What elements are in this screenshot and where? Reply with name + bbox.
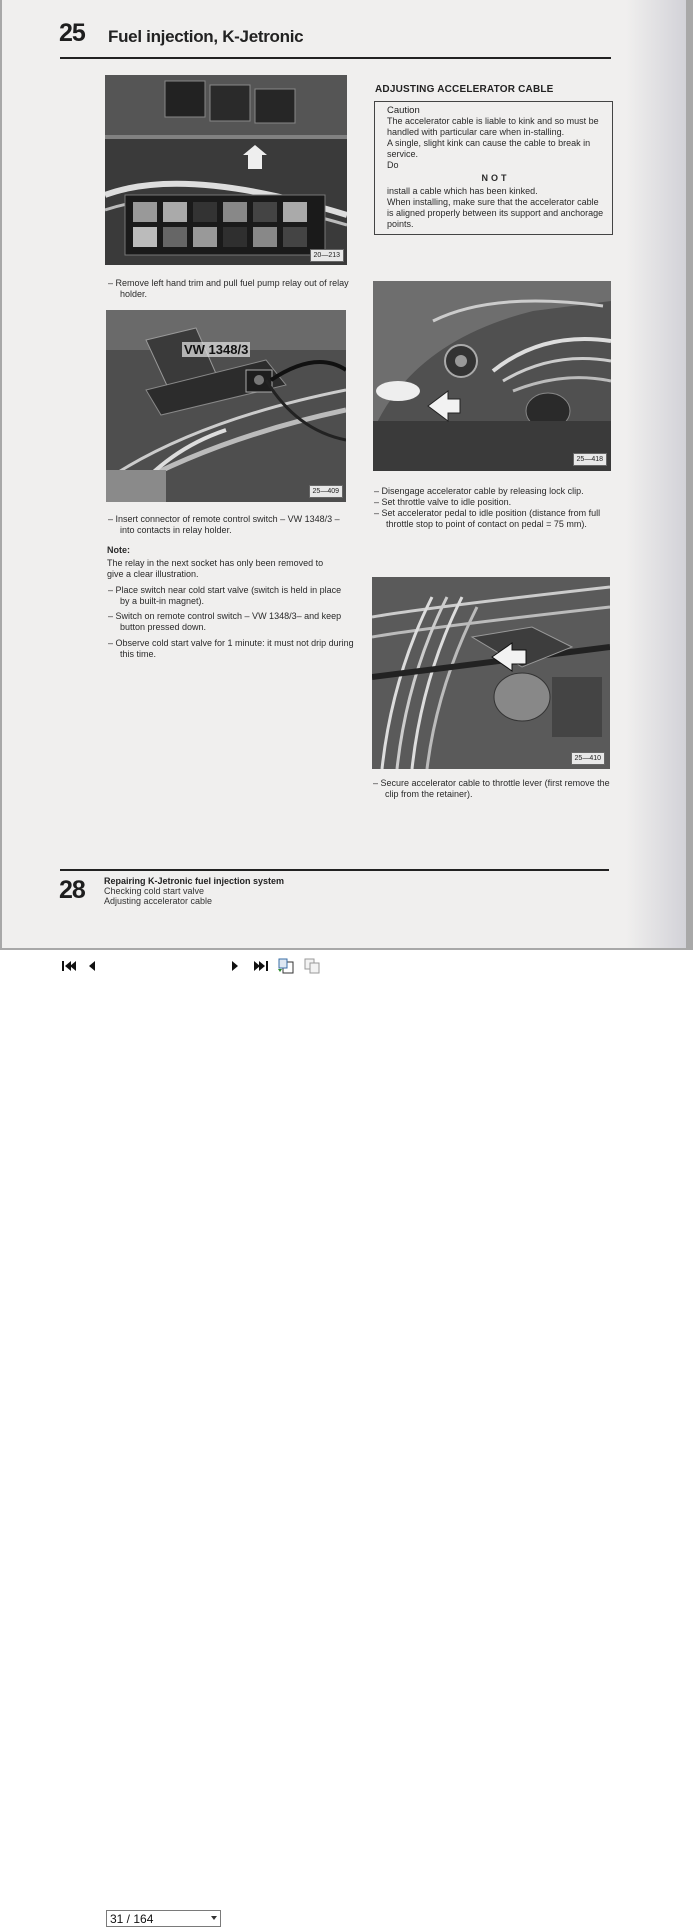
figure-caption: – Insert connector of remote control switch – VW 1348/3 – into contacts in relay holder. (108, 514, 340, 535)
page-number-value: 31 / 164 (110, 1912, 154, 1926)
first-page-icon (61, 959, 77, 973)
caution-not: NOT (481, 173, 510, 183)
figure-number: 25—418 (573, 453, 607, 466)
section-heading: ADJUSTING ACCELERATOR CABLE (375, 84, 554, 95)
figure-caption: – Secure accelerator cable to throttle lever (first remove the clip from the retainer). (373, 778, 610, 799)
relay-holder-photo (105, 75, 347, 265)
step-item: – Switch on remote control switch – VW 1348/3– and keep button pressed down. (108, 611, 342, 632)
document-page (2, 0, 686, 948)
first-page-button[interactable] (60, 958, 78, 974)
note-heading: Note: (107, 545, 130, 555)
caution-box (374, 101, 613, 235)
figure-number: 25—410 (571, 752, 605, 765)
figure-number: 20—213 (310, 249, 344, 262)
prev-page-button[interactable] (85, 958, 99, 974)
figure-number: 25—409 (309, 485, 343, 498)
rotate-page-icon (277, 958, 295, 974)
rotate-page-button[interactable] (277, 958, 295, 974)
caution-line: A single, slight kink can cause the cable to break in service. (387, 138, 591, 159)
caution-line: When installing, make sure that the accelerator cable is aligned properly between its support and anchorage points. (387, 197, 604, 229)
footer-title: Repairing K-Jetronic fuel injection system (104, 876, 285, 886)
viewer-toolbar (0, 950, 693, 1926)
chevron-down-icon[interactable] (211, 1916, 217, 1920)
step-item: – Disengage accelerator cable by releasing lock clip. (374, 486, 584, 496)
footer-rule (60, 869, 609, 871)
prev-page-icon (87, 959, 97, 973)
page-number-field[interactable] (106, 1910, 221, 1927)
caution-title: Caution (387, 105, 420, 116)
remote-switch-photo (106, 310, 346, 502)
header-rule (60, 57, 611, 59)
caution-line: Do (387, 160, 399, 170)
fit-page-button[interactable] (303, 958, 321, 974)
fit-page-icon (303, 958, 321, 974)
footer-line: Adjusting accelerator cable (104, 896, 213, 906)
step-item: – Set accelerator pedal to idle position (distance from full throttle stop to point of contact on pedal = 75 mm). (374, 508, 601, 529)
caution-line: The accelerator cable is liable to kink and so must be handled with particular care when in-stalling. (387, 116, 599, 137)
chapter-number: 25 (59, 19, 85, 47)
throttle-lever-photo (372, 577, 610, 769)
throttle-photo (373, 281, 611, 471)
step-item: – Observe cold start valve for 1 minute: it must not drip during this time. (108, 638, 354, 659)
next-page-icon (230, 959, 240, 973)
document-viewer (0, 0, 693, 950)
page-number: 28 (59, 876, 85, 904)
step-item: – Place switch near cold start valve (switch is held in place by a built-in magnet). (108, 585, 342, 606)
next-page-button[interactable] (228, 958, 242, 974)
step-item: – Set throttle valve to idle position. (374, 497, 512, 507)
tool-label: VW 1348/3 (184, 342, 249, 357)
last-page-icon (253, 959, 269, 973)
figure-caption: – Remove left hand trim and pull fuel pump relay out of relay holder. (108, 278, 349, 299)
note-text: The relay in the next socket has only been removed to give a clear illustration. (107, 558, 324, 579)
caution-line: install a cable which has been kinked. (387, 186, 538, 196)
page-edge-shadow (626, 0, 686, 948)
footer-line: Checking cold start valve (104, 886, 205, 896)
last-page-button[interactable] (252, 958, 270, 974)
chapter-title: Fuel injection, K-Jetronic (108, 27, 304, 46)
